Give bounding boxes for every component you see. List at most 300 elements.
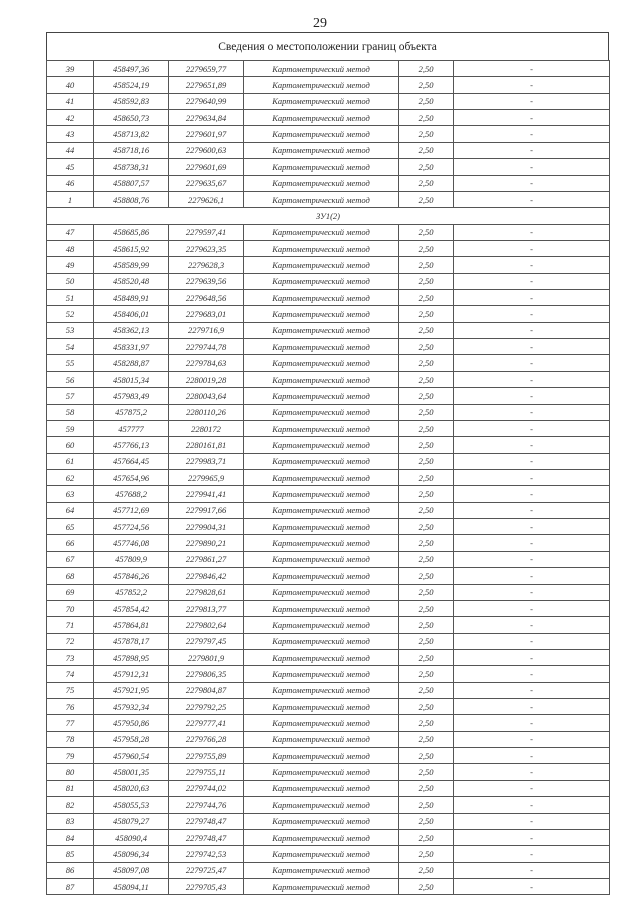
method-cell: Картометрический метод <box>244 126 399 142</box>
table-row <box>47 829 610 845</box>
point-number-cell: 57 <box>47 388 94 404</box>
y-coordinate-cell: 2279766,28 <box>169 731 244 747</box>
method-cell: Картометрический метод <box>244 339 399 355</box>
x-coordinate-cell: 458362,13 <box>94 322 169 338</box>
accuracy-cell: 2,50 <box>399 633 454 649</box>
y-coordinate-cell: 2279744,02 <box>169 780 244 796</box>
point-number-cell: 69 <box>47 584 94 600</box>
x-coordinate-cell: 458497,36 <box>94 61 169 77</box>
coordinates-document <box>46 32 609 895</box>
method-cell: Картометрический метод <box>244 453 399 469</box>
method-cell: Картометрический метод <box>244 437 399 453</box>
description-cell: - <box>454 633 610 649</box>
accuracy-cell: 2,50 <box>399 240 454 256</box>
point-number-cell: 56 <box>47 371 94 387</box>
x-coordinate-cell: 457921,95 <box>94 682 169 698</box>
x-coordinate-cell: 457724,56 <box>94 519 169 535</box>
point-number-cell: 70 <box>47 600 94 616</box>
table-row <box>47 77 610 93</box>
x-coordinate-cell: 458807,57 <box>94 175 169 191</box>
x-coordinate-cell: 458094,11 <box>94 878 169 894</box>
accuracy-cell: 2,50 <box>399 797 454 813</box>
y-coordinate-cell: 2280019,28 <box>169 371 244 387</box>
y-coordinate-cell: 2279748,47 <box>169 829 244 845</box>
y-coordinate-cell: 2279651,89 <box>169 77 244 93</box>
description-cell: - <box>454 453 610 469</box>
table-row <box>47 862 610 878</box>
accuracy-cell: 2,50 <box>399 355 454 371</box>
x-coordinate-cell: 458055,53 <box>94 797 169 813</box>
accuracy-cell: 2,50 <box>399 486 454 502</box>
method-cell: Картометрический метод <box>244 110 399 126</box>
point-number-cell: 76 <box>47 699 94 715</box>
y-coordinate-cell: 2279890,21 <box>169 535 244 551</box>
x-coordinate-cell: 457898,95 <box>94 649 169 665</box>
table-row <box>47 878 610 894</box>
description-cell: - <box>454 339 610 355</box>
point-number-cell: 85 <box>47 846 94 862</box>
y-coordinate-cell: 2279917,66 <box>169 502 244 518</box>
x-coordinate-cell: 457664,45 <box>94 453 169 469</box>
method-cell: Картометрический метод <box>244 93 399 109</box>
accuracy-cell: 2,50 <box>399 322 454 338</box>
x-coordinate-cell: 457878,17 <box>94 633 169 649</box>
point-number-cell: 43 <box>47 126 94 142</box>
accuracy-cell: 2,50 <box>399 93 454 109</box>
point-number-cell: 47 <box>47 224 94 240</box>
accuracy-cell: 2,50 <box>399 846 454 862</box>
table-row <box>47 273 610 289</box>
description-cell: - <box>454 404 610 420</box>
accuracy-cell: 2,50 <box>399 420 454 436</box>
y-coordinate-cell: 2279639,56 <box>169 273 244 289</box>
point-number-cell: 74 <box>47 666 94 682</box>
table-row <box>47 322 610 338</box>
y-coordinate-cell: 2279601,97 <box>169 126 244 142</box>
accuracy-cell: 2,50 <box>399 764 454 780</box>
x-coordinate-cell: 458592,83 <box>94 93 169 109</box>
description-cell: - <box>454 600 610 616</box>
point-number-cell: 50 <box>47 273 94 289</box>
point-number-cell: 82 <box>47 797 94 813</box>
point-number-cell: 1 <box>47 191 94 207</box>
description-cell: - <box>454 159 610 175</box>
method-cell: Картометрический метод <box>244 142 399 158</box>
point-number-cell: 61 <box>47 453 94 469</box>
y-coordinate-cell: 2279623,35 <box>169 240 244 256</box>
description-cell: - <box>454 486 610 502</box>
y-coordinate-cell: 2279904,31 <box>169 519 244 535</box>
method-cell: Картометрический метод <box>244 486 399 502</box>
x-coordinate-cell: 457809,9 <box>94 551 169 567</box>
table-row <box>47 748 610 764</box>
table-row <box>47 420 610 436</box>
point-number-cell: 67 <box>47 551 94 567</box>
y-coordinate-cell: 2279742,53 <box>169 846 244 862</box>
method-cell: Картометрический метод <box>244 617 399 633</box>
point-number-cell: 84 <box>47 829 94 845</box>
x-coordinate-cell: 457654,96 <box>94 469 169 485</box>
y-coordinate-cell: 2279601,69 <box>169 159 244 175</box>
point-number-cell: 46 <box>47 175 94 191</box>
x-coordinate-cell: 457854,42 <box>94 600 169 616</box>
table-row <box>47 797 610 813</box>
x-coordinate-cell: 458520,48 <box>94 273 169 289</box>
accuracy-cell: 2,50 <box>399 519 454 535</box>
y-coordinate-cell: 2280043,64 <box>169 388 244 404</box>
x-coordinate-cell: 457864,81 <box>94 617 169 633</box>
x-coordinate-cell: 458650,73 <box>94 110 169 126</box>
x-coordinate-cell: 457746,08 <box>94 535 169 551</box>
accuracy-cell: 2,50 <box>399 878 454 894</box>
table-row <box>47 551 610 567</box>
accuracy-cell: 2,50 <box>399 617 454 633</box>
accuracy-cell: 2,50 <box>399 61 454 77</box>
description-cell: - <box>454 61 610 77</box>
table-row <box>47 224 610 240</box>
method-cell: Картометрический метод <box>244 240 399 256</box>
method-cell: Картометрический метод <box>244 780 399 796</box>
x-coordinate-cell: 457875,2 <box>94 404 169 420</box>
description-cell: - <box>454 551 610 567</box>
x-coordinate-cell: 458015,34 <box>94 371 169 387</box>
y-coordinate-cell: 2279640,99 <box>169 93 244 109</box>
description-cell: - <box>454 502 610 518</box>
description-cell: - <box>454 829 610 845</box>
table-row <box>47 568 610 584</box>
point-number-cell: 59 <box>47 420 94 436</box>
x-coordinate-cell: 457688,2 <box>94 486 169 502</box>
table-row <box>47 846 610 862</box>
point-number-cell: 65 <box>47 519 94 535</box>
table-row <box>47 240 610 256</box>
point-number-cell: 39 <box>47 61 94 77</box>
description-cell: - <box>454 175 610 191</box>
point-number-cell: 55 <box>47 355 94 371</box>
method-cell: Картометрический метод <box>244 682 399 698</box>
accuracy-cell: 2,50 <box>399 142 454 158</box>
method-cell: Картометрический метод <box>244 584 399 600</box>
description-cell: - <box>454 142 610 158</box>
x-coordinate-cell: 458685,86 <box>94 224 169 240</box>
description-cell: - <box>454 388 610 404</box>
table-row <box>47 682 610 698</box>
method-cell: Картометрический метод <box>244 469 399 485</box>
point-number-cell: 51 <box>47 290 94 306</box>
accuracy-cell: 2,50 <box>399 502 454 518</box>
table-row <box>47 61 610 77</box>
description-cell: - <box>454 355 610 371</box>
point-number-cell: 72 <box>47 633 94 649</box>
point-number-cell: 79 <box>47 748 94 764</box>
description-cell: - <box>454 649 610 665</box>
point-number-cell: 54 <box>47 339 94 355</box>
accuracy-cell: 2,50 <box>399 273 454 289</box>
accuracy-cell: 2,50 <box>399 339 454 355</box>
description-cell: - <box>454 93 610 109</box>
method-cell: Картометрический метод <box>244 404 399 420</box>
y-coordinate-cell: 2279801,9 <box>169 649 244 665</box>
method-cell: Картометрический метод <box>244 290 399 306</box>
method-cell: Картометрический метод <box>244 191 399 207</box>
accuracy-cell: 2,50 <box>399 699 454 715</box>
description-cell: - <box>454 273 610 289</box>
table-row <box>47 453 610 469</box>
description-cell: - <box>454 731 610 747</box>
accuracy-cell: 2,50 <box>399 159 454 175</box>
y-coordinate-cell: 2279965,9 <box>169 469 244 485</box>
table-row <box>47 257 610 273</box>
method-cell: Картометрический метод <box>244 388 399 404</box>
accuracy-cell: 2,50 <box>399 404 454 420</box>
table-row <box>47 633 610 649</box>
x-coordinate-cell: 458406,01 <box>94 306 169 322</box>
method-cell: Картометрический метод <box>244 371 399 387</box>
description-cell: - <box>454 715 610 731</box>
description-cell: - <box>454 437 610 453</box>
accuracy-cell: 2,50 <box>399 535 454 551</box>
x-coordinate-cell: 457960,54 <box>94 748 169 764</box>
accuracy-cell: 2,50 <box>399 469 454 485</box>
accuracy-cell: 2,50 <box>399 862 454 878</box>
point-number-cell: 73 <box>47 649 94 665</box>
point-number-cell: 49 <box>47 257 94 273</box>
table-row <box>47 584 610 600</box>
table-row <box>47 290 610 306</box>
y-coordinate-cell: 2279748,47 <box>169 813 244 829</box>
x-coordinate-cell: 458713,82 <box>94 126 169 142</box>
accuracy-cell: 2,50 <box>399 191 454 207</box>
method-cell: Картометрический метод <box>244 420 399 436</box>
description-cell: - <box>454 584 610 600</box>
description-cell: - <box>454 535 610 551</box>
table-row <box>47 666 610 682</box>
table-row <box>47 502 610 518</box>
y-coordinate-cell: 2279683,01 <box>169 306 244 322</box>
table-row <box>47 469 610 485</box>
y-coordinate-cell: 2279716,9 <box>169 322 244 338</box>
description-cell: - <box>454 682 610 698</box>
y-coordinate-cell: 2279597,41 <box>169 224 244 240</box>
y-coordinate-cell: 2280110,26 <box>169 404 244 420</box>
y-coordinate-cell: 2279813,77 <box>169 600 244 616</box>
accuracy-cell: 2,50 <box>399 453 454 469</box>
section-row <box>47 208 610 224</box>
description-cell: - <box>454 666 610 682</box>
method-cell: Картометрический метод <box>244 551 399 567</box>
y-coordinate-cell: 2279634,84 <box>169 110 244 126</box>
x-coordinate-cell: 458001,35 <box>94 764 169 780</box>
point-number-cell: 40 <box>47 77 94 93</box>
description-cell: - <box>454 306 610 322</box>
description-cell: - <box>454 290 610 306</box>
accuracy-cell: 2,50 <box>399 748 454 764</box>
x-coordinate-cell: 458079,27 <box>94 813 169 829</box>
table-body <box>47 61 610 895</box>
page-number: 29 <box>313 16 327 31</box>
description-cell: - <box>454 617 610 633</box>
table-row <box>47 813 610 829</box>
x-coordinate-cell: 458589,99 <box>94 257 169 273</box>
y-coordinate-cell: 2279600,63 <box>169 142 244 158</box>
accuracy-cell: 2,50 <box>399 175 454 191</box>
point-number-cell: 48 <box>47 240 94 256</box>
table-row <box>47 339 610 355</box>
method-cell: Картометрический метод <box>244 666 399 682</box>
accuracy-cell: 2,50 <box>399 780 454 796</box>
method-cell: Картометрический метод <box>244 355 399 371</box>
method-cell: Картометрический метод <box>244 175 399 191</box>
table-row <box>47 535 610 551</box>
description-cell: - <box>454 77 610 93</box>
accuracy-cell: 2,50 <box>399 731 454 747</box>
table-row <box>47 486 610 502</box>
point-number-cell: 71 <box>47 617 94 633</box>
accuracy-cell: 2,50 <box>399 551 454 567</box>
description-cell: - <box>454 878 610 894</box>
method-cell: Картометрический метод <box>244 813 399 829</box>
x-coordinate-cell: 457712,69 <box>94 502 169 518</box>
y-coordinate-cell: 2279983,71 <box>169 453 244 469</box>
method-cell: Картометрический метод <box>244 502 399 518</box>
point-number-cell: 78 <box>47 731 94 747</box>
accuracy-cell: 2,50 <box>399 813 454 829</box>
x-coordinate-cell: 457983,49 <box>94 388 169 404</box>
y-coordinate-cell: 2280172 <box>169 420 244 436</box>
table-row <box>47 519 610 535</box>
point-number-cell: 75 <box>47 682 94 698</box>
point-number-cell: 66 <box>47 535 94 551</box>
x-coordinate-cell: 458090,4 <box>94 829 169 845</box>
x-coordinate-cell: 457766,13 <box>94 437 169 453</box>
description-cell: - <box>454 519 610 535</box>
method-cell: Картометрический метод <box>244 878 399 894</box>
method-cell: Картометрический метод <box>244 306 399 322</box>
y-coordinate-cell: 2279659,77 <box>169 61 244 77</box>
method-cell: Картометрический метод <box>244 224 399 240</box>
point-number-cell: 45 <box>47 159 94 175</box>
method-cell: Картометрический метод <box>244 764 399 780</box>
point-number-cell: 53 <box>47 322 94 338</box>
accuracy-cell: 2,50 <box>399 829 454 845</box>
y-coordinate-cell: 2279804,87 <box>169 682 244 698</box>
point-number-cell: 44 <box>47 142 94 158</box>
description-cell: - <box>454 371 610 387</box>
accuracy-cell: 2,50 <box>399 126 454 142</box>
y-coordinate-cell: 2279626,1 <box>169 191 244 207</box>
method-cell: Картометрический метод <box>244 846 399 862</box>
description-cell: - <box>454 191 610 207</box>
method-cell: Картометрический метод <box>244 829 399 845</box>
method-cell: Картометрический метод <box>244 797 399 813</box>
table-title: Сведения о местоположении границ объекта <box>46 32 609 60</box>
table-row <box>47 175 610 191</box>
table-row <box>47 93 610 109</box>
method-cell: Картометрический метод <box>244 600 399 616</box>
table-row <box>47 715 610 731</box>
accuracy-cell: 2,50 <box>399 388 454 404</box>
table-row <box>47 191 610 207</box>
method-cell: Картометрический метод <box>244 748 399 764</box>
x-coordinate-cell: 458331,97 <box>94 339 169 355</box>
description-cell: - <box>454 846 610 862</box>
table-row <box>47 699 610 715</box>
description-cell: - <box>454 257 610 273</box>
table-row <box>47 404 610 420</box>
table-row <box>47 780 610 796</box>
x-coordinate-cell: 457958,28 <box>94 731 169 747</box>
description-cell: - <box>454 224 610 240</box>
y-coordinate-cell: 2279792,25 <box>169 699 244 715</box>
x-coordinate-cell: 458718,16 <box>94 142 169 158</box>
point-number-cell: 80 <box>47 764 94 780</box>
y-coordinate-cell: 2279941,41 <box>169 486 244 502</box>
y-coordinate-cell: 2279755,11 <box>169 764 244 780</box>
y-coordinate-cell: 2279744,76 <box>169 797 244 813</box>
y-coordinate-cell: 2279797,45 <box>169 633 244 649</box>
x-coordinate-cell: 457950,86 <box>94 715 169 731</box>
y-coordinate-cell: 2279802,64 <box>169 617 244 633</box>
method-cell: Картометрический метод <box>244 862 399 878</box>
method-cell: Картометрический метод <box>244 257 399 273</box>
y-coordinate-cell: 2279648,56 <box>169 290 244 306</box>
x-coordinate-cell: 458738,31 <box>94 159 169 175</box>
point-number-cell: 83 <box>47 813 94 829</box>
x-coordinate-cell: 458020,63 <box>94 780 169 796</box>
x-coordinate-cell: 458097,08 <box>94 862 169 878</box>
point-number-cell: 77 <box>47 715 94 731</box>
table-row <box>47 159 610 175</box>
description-cell: - <box>454 322 610 338</box>
description-cell: - <box>454 568 610 584</box>
description-cell: - <box>454 420 610 436</box>
table-row <box>47 437 610 453</box>
point-number-cell: 58 <box>47 404 94 420</box>
table-row <box>47 142 610 158</box>
description-cell: - <box>454 469 610 485</box>
y-coordinate-cell: 2279755,89 <box>169 748 244 764</box>
description-cell: - <box>454 862 610 878</box>
accuracy-cell: 2,50 <box>399 110 454 126</box>
description-cell: - <box>454 748 610 764</box>
table-row <box>47 649 610 665</box>
accuracy-cell: 2,50 <box>399 77 454 93</box>
method-cell: Картометрический метод <box>244 159 399 175</box>
table-row <box>47 355 610 371</box>
x-coordinate-cell: 458615,92 <box>94 240 169 256</box>
method-cell: Картометрический метод <box>244 568 399 584</box>
y-coordinate-cell: 2279846,42 <box>169 568 244 584</box>
description-cell: - <box>454 126 610 142</box>
x-coordinate-cell: 457932,34 <box>94 699 169 715</box>
x-coordinate-cell: 458096,34 <box>94 846 169 862</box>
accuracy-cell: 2,50 <box>399 437 454 453</box>
description-cell: - <box>454 764 610 780</box>
accuracy-cell: 2,50 <box>399 666 454 682</box>
y-coordinate-cell: 2279806,35 <box>169 666 244 682</box>
table-row <box>47 371 610 387</box>
table-row <box>47 306 610 322</box>
point-number-cell: 42 <box>47 110 94 126</box>
method-cell: Картометрический метод <box>244 77 399 93</box>
point-number-cell: 87 <box>47 878 94 894</box>
table-row <box>47 617 610 633</box>
table-row <box>47 388 610 404</box>
table-row <box>47 126 610 142</box>
y-coordinate-cell: 2279725,47 <box>169 862 244 878</box>
y-coordinate-cell: 2279777,41 <box>169 715 244 731</box>
x-coordinate-cell: 457852,2 <box>94 584 169 600</box>
